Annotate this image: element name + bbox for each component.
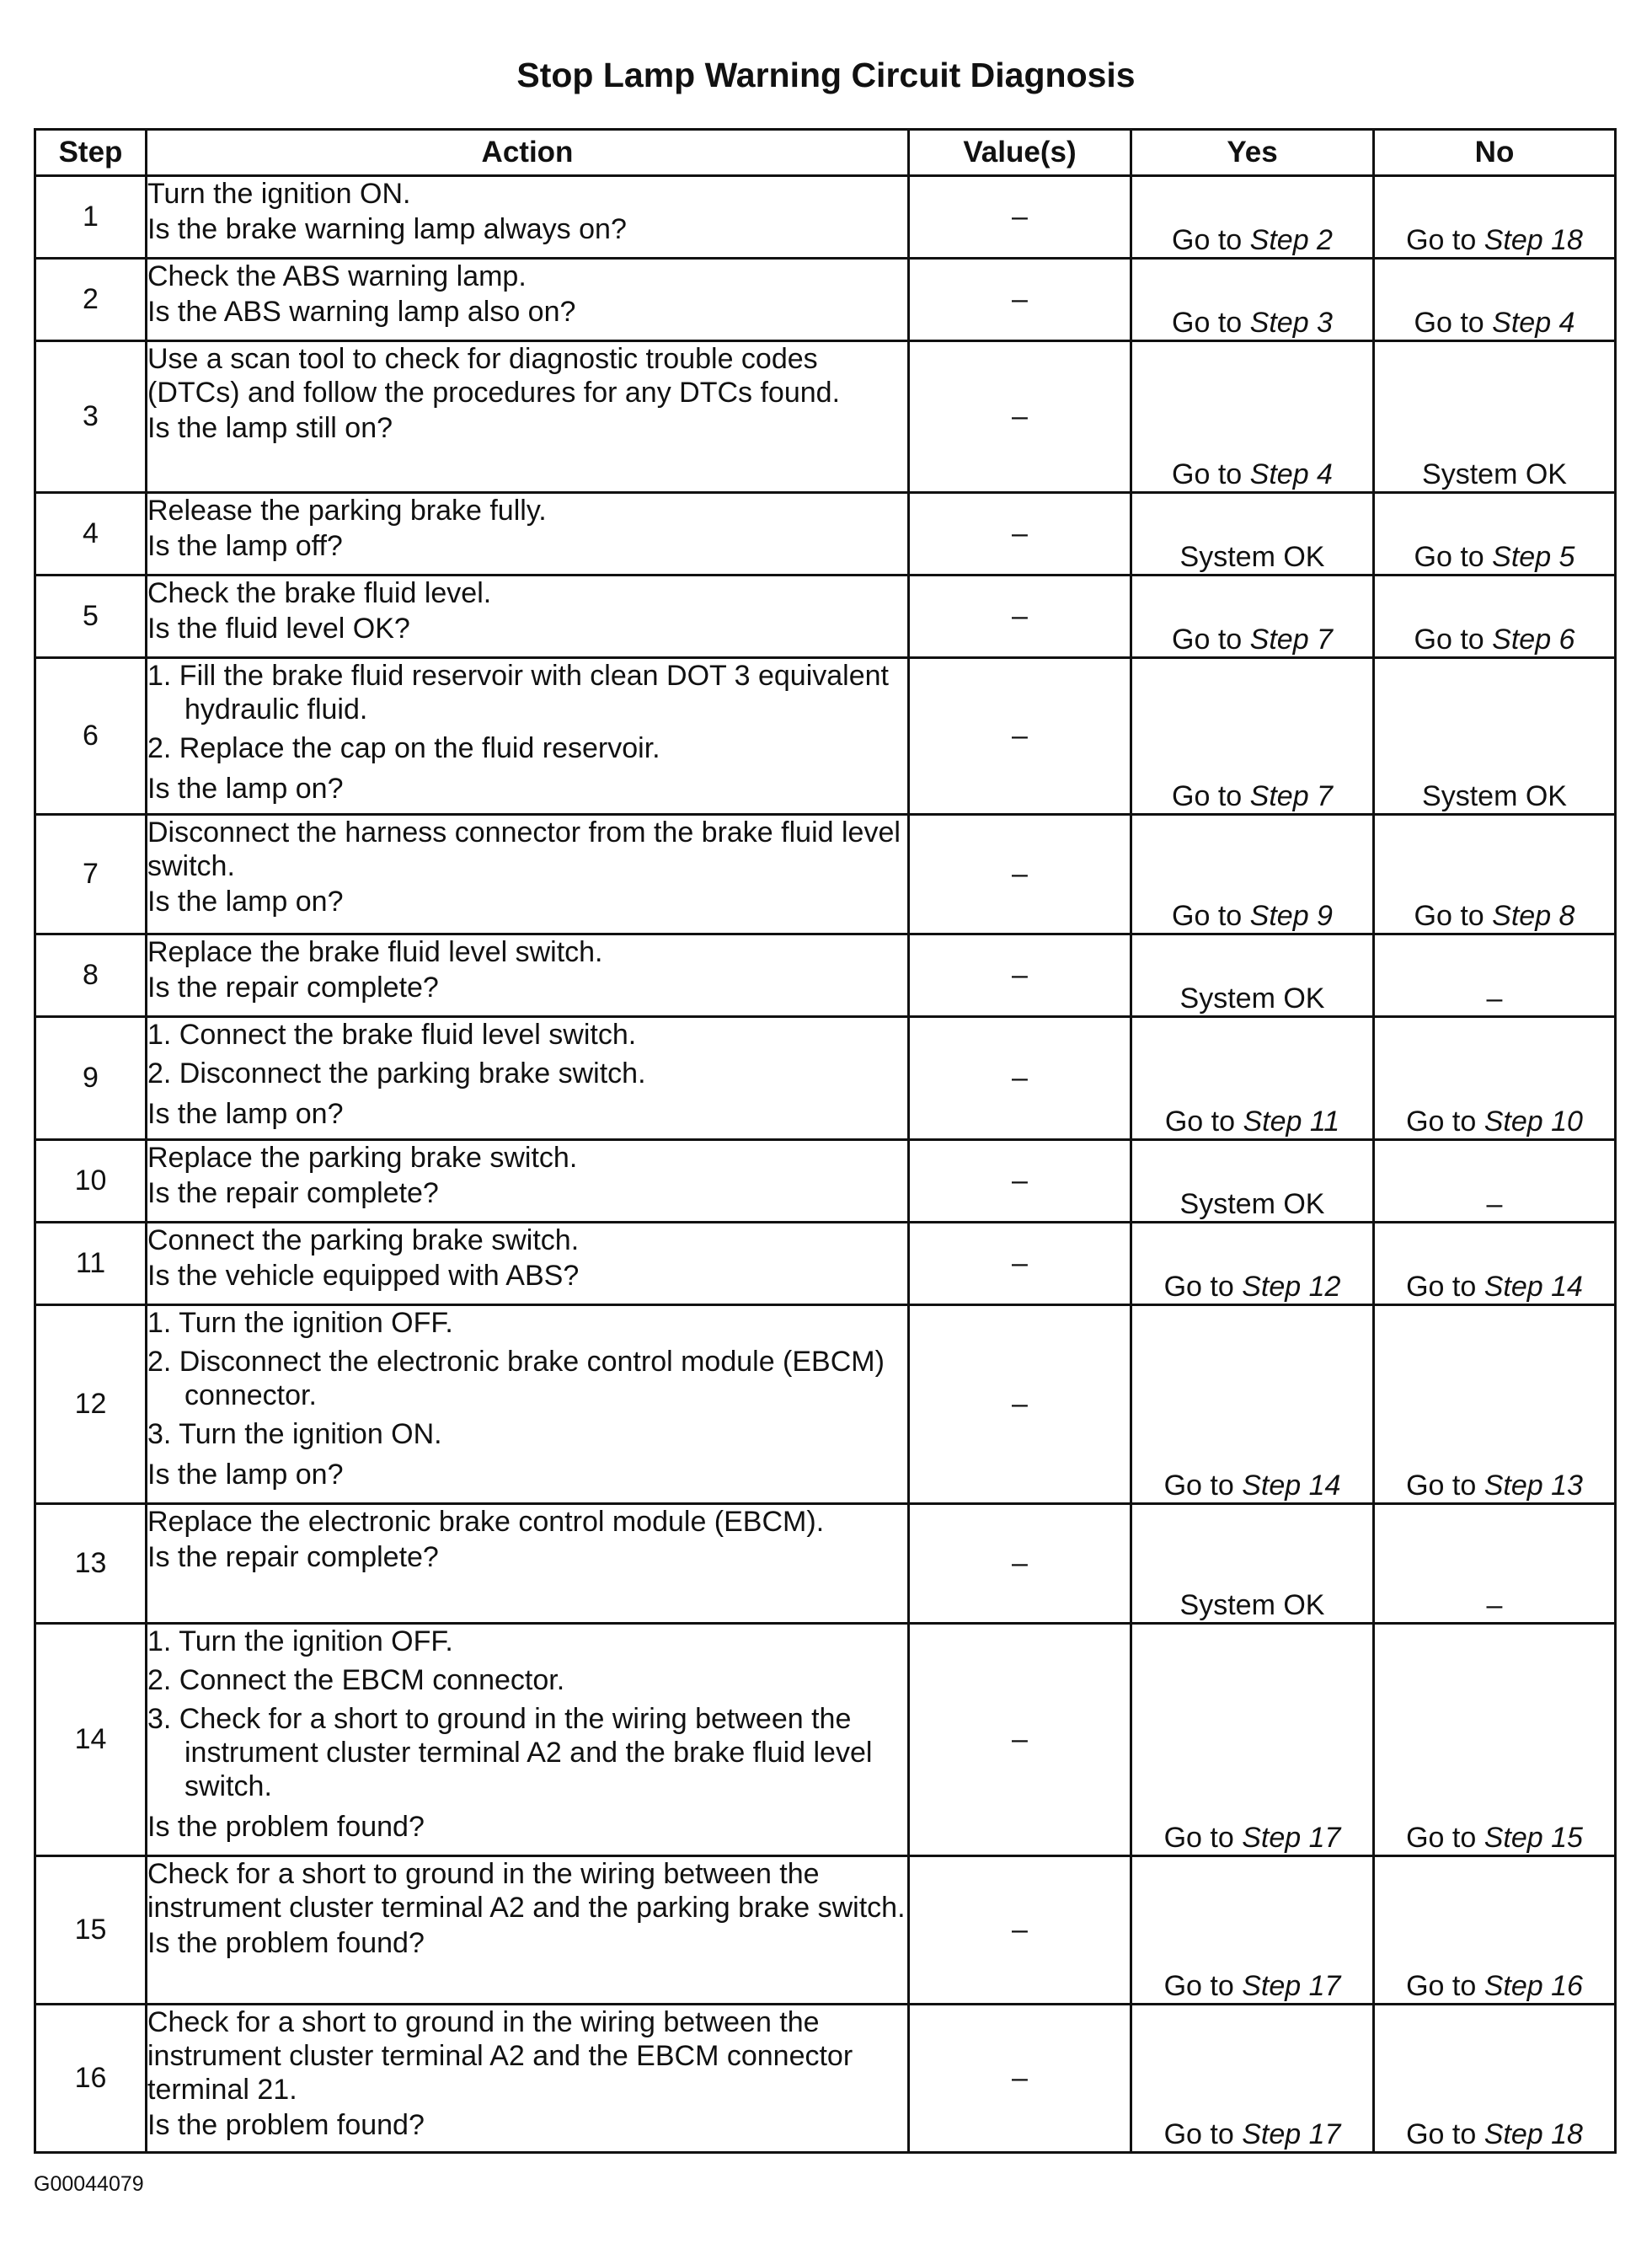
- table-row: [35, 1223, 1616, 1305]
- value-cell: –: [909, 1017, 1131, 1140]
- yes-cell: [1131, 1856, 1374, 2005]
- action-cell: [147, 341, 909, 493]
- value-cell: –: [909, 1624, 1131, 1856]
- action-question: Is the repair complete?: [147, 1541, 439, 1573]
- no-result-text: Go to: [1414, 541, 1484, 573]
- action-text: Check for a short to ground in the wiring between the instrument cluster terminal A2 and the EBCM connector terminal 21.: [147, 2006, 853, 2106]
- action-question: Is the problem found?: [147, 1811, 425, 1843]
- yes-step-ref: Step 2: [1249, 224, 1333, 256]
- yes-step-ref: Step 7: [1249, 780, 1333, 812]
- yes-step-ref: Step 12: [1242, 1271, 1341, 1303]
- no-cell: [1374, 2005, 1616, 2153]
- action-question: Is the lamp on?: [147, 1459, 344, 1491]
- yes-step-ref: Step 17: [1242, 2118, 1341, 2150]
- action-question: Is the repair complete?: [147, 1177, 439, 1209]
- table-header-row: [35, 130, 1616, 176]
- yes-cell: [1131, 1624, 1374, 1856]
- no-cell: [1374, 576, 1616, 658]
- action-text: Replace the parking brake switch.: [147, 1142, 578, 1174]
- no-result-text: Go to: [1406, 1970, 1477, 2002]
- yes-result-text: Go to: [1172, 900, 1243, 932]
- yes-result-text: Go to: [1163, 1970, 1234, 2002]
- yes-result-text: Go to: [1172, 624, 1243, 656]
- value-cell: –: [909, 934, 1131, 1017]
- no-result-text: –: [1486, 1188, 1503, 1220]
- table-row: [35, 1504, 1616, 1624]
- diagnosis-table: [34, 128, 1617, 2154]
- no-result-text: –: [1486, 982, 1503, 1015]
- no-cell: [1374, 1504, 1616, 1624]
- value-cell: –: [909, 341, 1131, 493]
- step-number: 9: [35, 1017, 147, 1140]
- action-cell: [147, 2005, 909, 2153]
- table-row: [35, 1140, 1616, 1223]
- yes-step-ref: Step 17: [1242, 1822, 1341, 1854]
- yes-cell: [1131, 1140, 1374, 1223]
- value-cell: –: [909, 259, 1131, 341]
- action-question: Is the lamp still on?: [147, 412, 393, 444]
- no-step-ref: Step 8: [1492, 900, 1575, 932]
- step-number: 1: [35, 176, 147, 259]
- value-cell: –: [909, 1223, 1131, 1305]
- step-number: 3: [35, 341, 147, 493]
- step-number: 12: [35, 1305, 147, 1504]
- action-cell: [147, 1305, 909, 1504]
- action-text: Check the ABS warning lamp.: [147, 260, 527, 292]
- value-cell: –: [909, 1305, 1131, 1504]
- action-question: Is the lamp on?: [147, 1098, 344, 1130]
- figure-code: G00044079: [34, 2172, 144, 2196]
- step-number: 6: [35, 658, 147, 815]
- step-number: 11: [35, 1223, 147, 1305]
- action-question: Is the lamp on?: [147, 773, 344, 805]
- table-row: [35, 934, 1616, 1017]
- yes-cell: [1131, 1223, 1374, 1305]
- column-header-yes: Yes: [1131, 130, 1374, 176]
- action-cell: [147, 1504, 909, 1624]
- action-list-item: 1. Fill the brake fluid reservoir with clean DOT 3 equivalent hydraulic fluid.: [147, 660, 889, 725]
- action-question: Is the ABS warning lamp also on?: [147, 296, 576, 328]
- table-row: [35, 1305, 1616, 1504]
- action-text: Release the parking brake fully.: [147, 495, 547, 527]
- action-cell: [147, 1624, 909, 1856]
- no-step-ref: Step 4: [1492, 307, 1575, 339]
- yes-result-text: Go to: [1163, 2118, 1234, 2150]
- yes-step-ref: Step 4: [1249, 458, 1333, 490]
- action-question: Is the vehicle equipped with ABS?: [147, 1260, 580, 1292]
- no-result-text: Go to: [1406, 1271, 1477, 1303]
- action-list-item: 2. Disconnect the electronic brake control module (EBCM) connector.: [147, 1346, 885, 1411]
- no-result-text: Go to: [1406, 1822, 1477, 1854]
- no-cell: [1374, 341, 1616, 493]
- action-cell: [147, 1856, 909, 2005]
- step-number: 7: [35, 815, 147, 934]
- yes-cell: [1131, 1305, 1374, 1504]
- no-result-text: Go to: [1414, 307, 1484, 339]
- yes-result-text: Go to: [1172, 224, 1243, 256]
- no-cell: [1374, 1223, 1616, 1305]
- yes-cell: [1131, 341, 1374, 493]
- action-question: Is the problem found?: [147, 2109, 425, 2141]
- yes-cell: [1131, 815, 1374, 934]
- yes-result-text: Go to: [1164, 1106, 1236, 1138]
- action-text: Connect the parking brake switch.: [147, 1224, 580, 1256]
- yes-step-ref: Step 14: [1242, 1470, 1341, 1502]
- action-question: Is the fluid level OK?: [147, 613, 410, 645]
- no-cell: [1374, 815, 1616, 934]
- step-number: 16: [35, 2005, 147, 2153]
- no-result-text: Go to: [1406, 2118, 1477, 2150]
- table-row: [35, 1624, 1616, 1856]
- no-result-text: –: [1486, 1589, 1503, 1621]
- yes-result-text: Go to: [1163, 1470, 1234, 1502]
- action-text: Replace the electronic brake control module (EBCM).: [147, 1506, 825, 1538]
- no-cell: [1374, 259, 1616, 341]
- no-cell: [1374, 493, 1616, 576]
- yes-step-ref: Step 3: [1249, 307, 1333, 339]
- yes-cell: [1131, 1017, 1374, 1140]
- step-number: 2: [35, 259, 147, 341]
- no-cell: [1374, 176, 1616, 259]
- action-cell: [147, 176, 909, 259]
- action-cell: [147, 1017, 909, 1140]
- yes-result-text: System OK: [1179, 1589, 1325, 1621]
- no-step-ref: Step 15: [1484, 1822, 1583, 1854]
- table-row: [35, 576, 1616, 658]
- step-number: 14: [35, 1624, 147, 1856]
- no-result-text: Go to: [1406, 1106, 1477, 1138]
- action-cell: [147, 1223, 909, 1305]
- action-list-item: 1. Connect the brake fluid level switch.: [147, 1019, 637, 1051]
- no-result-text: Go to: [1406, 224, 1477, 256]
- value-cell: –: [909, 1856, 1131, 2005]
- no-step-ref: Step 10: [1484, 1106, 1583, 1138]
- no-step-ref: Step 18: [1484, 2118, 1583, 2150]
- no-step-ref: Step 18: [1484, 224, 1583, 256]
- action-cell: [147, 259, 909, 341]
- value-cell: –: [909, 493, 1131, 576]
- no-result-text: Go to: [1414, 624, 1484, 656]
- yes-cell: [1131, 493, 1374, 576]
- no-cell: [1374, 1624, 1616, 1856]
- yes-cell: [1131, 259, 1374, 341]
- action-question: Is the problem found?: [147, 1927, 425, 1959]
- no-cell: [1374, 658, 1616, 815]
- no-cell: [1374, 934, 1616, 1017]
- table-row: [35, 493, 1616, 576]
- action-cell: [147, 934, 909, 1017]
- no-result-text: Go to: [1414, 900, 1484, 932]
- value-cell: –: [909, 2005, 1131, 2153]
- action-text: Replace the brake fluid level switch.: [147, 936, 603, 968]
- step-number: 15: [35, 1856, 147, 2005]
- no-step-ref: Step 5: [1492, 541, 1575, 573]
- action-text: Check the brake fluid level.: [147, 577, 492, 609]
- no-step-ref: Step 14: [1484, 1271, 1583, 1303]
- yes-cell: [1131, 658, 1374, 815]
- column-header-step: Step: [35, 130, 147, 176]
- no-step-ref: Step 6: [1492, 624, 1575, 656]
- action-list-item: 1. Turn the ignition OFF.: [147, 1307, 453, 1339]
- no-result-text: Go to: [1406, 1470, 1477, 1502]
- yes-cell: [1131, 2005, 1374, 2153]
- action-question: Is the lamp off?: [147, 530, 343, 562]
- step-number: 10: [35, 1140, 147, 1223]
- action-text: Turn the ignition ON.: [147, 178, 411, 210]
- table-row: [35, 176, 1616, 259]
- no-result-text: System OK: [1422, 458, 1567, 490]
- yes-cell: [1131, 934, 1374, 1017]
- no-step-ref: Step 13: [1484, 1470, 1583, 1502]
- action-list-item: 2. Disconnect the parking brake switch.: [147, 1057, 646, 1090]
- yes-cell: [1131, 1504, 1374, 1624]
- action-text: Use a scan tool to check for diagnostic trouble codes (DTCs) and follow the procedures for any DTCs found.: [147, 343, 841, 409]
- value-cell: –: [909, 815, 1131, 934]
- page-title: Stop Lamp Warning Circuit Diagnosis: [516, 56, 1136, 94]
- yes-result-text: Go to: [1172, 307, 1243, 339]
- yes-cell: [1131, 576, 1374, 658]
- yes-step-ref: Step 7: [1249, 624, 1333, 656]
- value-cell: –: [909, 576, 1131, 658]
- step-number: 5: [35, 576, 147, 658]
- yes-result-text: System OK: [1179, 982, 1325, 1015]
- no-cell: [1374, 1140, 1616, 1223]
- action-text: Check for a short to ground in the wiring between the instrument cluster terminal A2 and the parking brake switch.: [147, 1858, 906, 1924]
- table-row: [35, 259, 1616, 341]
- yes-cell: [1131, 176, 1374, 259]
- table-row: [35, 658, 1616, 815]
- yes-step-ref: Step 17: [1242, 1970, 1341, 2002]
- action-question: Is the brake warning lamp always on?: [147, 213, 627, 245]
- action-cell: [147, 493, 909, 576]
- table-row: [35, 815, 1616, 934]
- table-row: [35, 1856, 1616, 2005]
- action-list-item: 1. Turn the ignition OFF.: [147, 1625, 453, 1657]
- yes-result-text: Go to: [1172, 458, 1243, 490]
- no-step-ref: Step 16: [1484, 1970, 1583, 2002]
- action-cell: [147, 658, 909, 815]
- step-number: 13: [35, 1504, 147, 1624]
- table-row: [35, 2005, 1616, 2153]
- yes-result-text: System OK: [1179, 541, 1325, 573]
- action-question: Is the repair complete?: [147, 972, 439, 1004]
- value-cell: –: [909, 1504, 1131, 1624]
- no-result-text: System OK: [1422, 780, 1567, 812]
- value-cell: –: [909, 1140, 1131, 1223]
- yes-result-text: System OK: [1179, 1188, 1325, 1220]
- table-row: [35, 341, 1616, 493]
- action-list-item: 3. Check for a short to ground in the wiring between the instrument cluster terminal A2 and the brake fluid level switch.: [147, 1703, 873, 1802]
- table-row: [35, 1017, 1616, 1140]
- action-list-item: 2. Replace the cap on the fluid reservoir.: [147, 732, 660, 764]
- column-header-action: Action: [147, 130, 909, 176]
- action-text: Disconnect the harness connector from the brake fluid level switch.: [147, 816, 901, 882]
- action-cell: [147, 815, 909, 934]
- yes-result-text: Go to: [1163, 1822, 1234, 1854]
- yes-result-text: Go to: [1172, 780, 1243, 812]
- action-cell: [147, 576, 909, 658]
- column-header-no: No: [1374, 130, 1616, 176]
- yes-step-ref: Step 11: [1243, 1106, 1340, 1138]
- value-cell: –: [909, 658, 1131, 815]
- step-number: 8: [35, 934, 147, 1017]
- action-list-item: 3. Turn the ignition ON.: [147, 1418, 442, 1450]
- step-number: 4: [35, 493, 147, 576]
- value-cell: –: [909, 176, 1131, 259]
- no-cell: [1374, 1305, 1616, 1504]
- no-cell: [1374, 1017, 1616, 1140]
- action-list-item: 2. Connect the EBCM connector.: [147, 1664, 565, 1696]
- column-header-values: Value(s): [909, 130, 1131, 176]
- action-question: Is the lamp on?: [147, 886, 344, 918]
- action-cell: [147, 1140, 909, 1223]
- yes-step-ref: Step 9: [1249, 900, 1333, 932]
- yes-result-text: Go to: [1163, 1271, 1234, 1303]
- no-cell: [1374, 1856, 1616, 2005]
